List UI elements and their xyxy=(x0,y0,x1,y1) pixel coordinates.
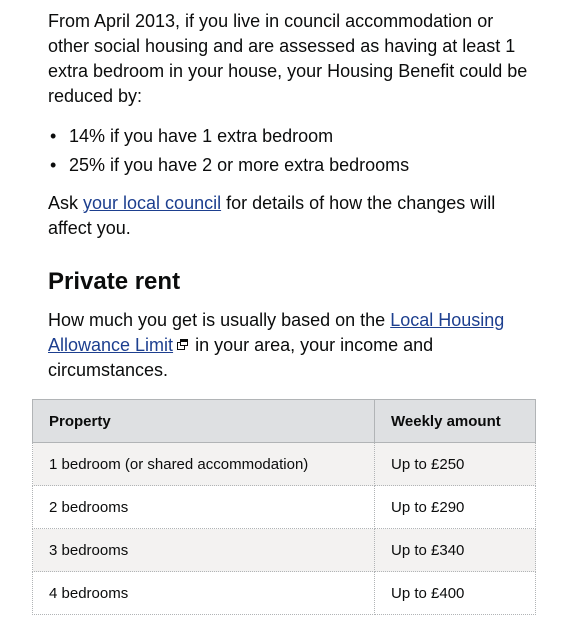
private-text-before: How much you get is usually based on the xyxy=(48,310,391,330)
list-item: • 14% if you have 1 extra bedroom xyxy=(48,122,409,151)
table-row xyxy=(33,529,536,572)
ask-text-before: Ask xyxy=(48,193,84,213)
local-housing-allowance-link[interactable]: Local Housing Allowance Limit xyxy=(48,310,505,355)
rent-table xyxy=(32,399,536,615)
table-cell-amount: Up to £340 xyxy=(375,529,536,572)
ask-text-after: for details of how the changes will affect you. xyxy=(48,193,496,238)
table-cell-amount: Up to £290 xyxy=(375,486,536,529)
private-rent-heading: Private rent xyxy=(48,268,181,295)
table-cell-amount: Up to £250 xyxy=(375,443,536,486)
external-link-icon[interactable] xyxy=(177,339,188,350)
table-cell-property: 1 bedroom (or shared accommodation) xyxy=(33,443,375,486)
table-cell-amount: Up to £400 xyxy=(375,572,536,615)
reduction-list xyxy=(48,122,409,180)
local-council-link[interactable]: your local council xyxy=(83,193,222,213)
list-item: • 25% if you have 2 or more extra bedrooms xyxy=(48,151,409,180)
table-row xyxy=(33,486,536,529)
table-cell-property: 4 bedrooms xyxy=(33,572,375,615)
column-header-property: Property xyxy=(33,400,375,443)
private-rent-paragraph xyxy=(48,308,528,383)
private-text-after: in your area, your income and circumstances. xyxy=(48,335,434,380)
table-row xyxy=(33,572,536,615)
table-row xyxy=(33,443,536,486)
table-cell-property: 3 bedrooms xyxy=(33,529,375,572)
ask-council-paragraph xyxy=(48,191,528,241)
column-header-weekly-amount: Weekly amount xyxy=(375,400,536,443)
table-header-row xyxy=(33,400,536,443)
intro-paragraph: From April 2013, if you live in council accommodation or other social housing and are assessed as having at least 1 extra bedroom in your house, your Housing Benefit could be reduced by: xyxy=(48,11,528,106)
table-cell-property: 2 bedrooms xyxy=(33,486,375,529)
